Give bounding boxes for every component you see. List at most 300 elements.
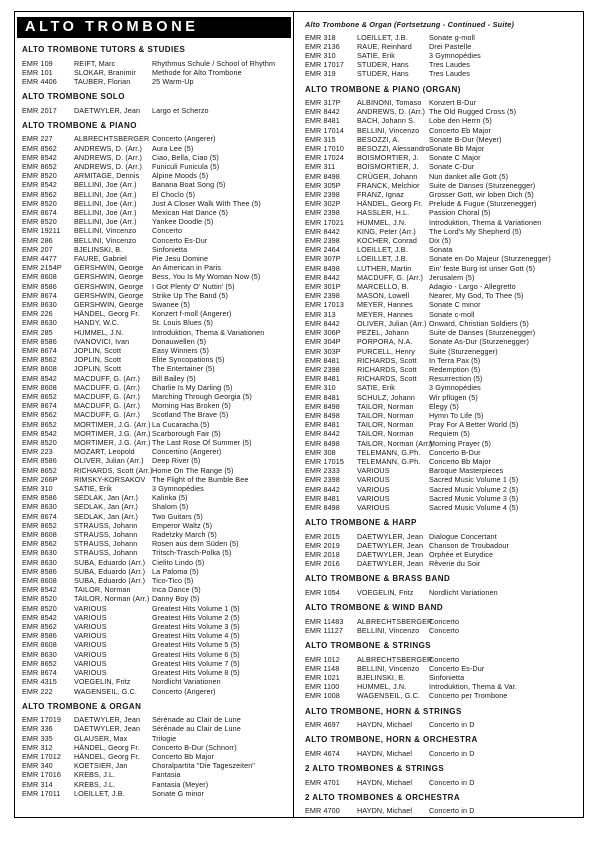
emr-number: EMR 8542 bbox=[22, 373, 57, 383]
composer-name: VARIOUS bbox=[74, 612, 107, 622]
emr-number: EMR 8520 bbox=[22, 198, 57, 208]
catalog-row bbox=[22, 613, 290, 622]
emr-number: EMR 306P bbox=[305, 328, 341, 338]
work-title: Sinfonietta bbox=[429, 672, 465, 682]
work-title: Sonate G minor bbox=[152, 788, 205, 798]
catalog-row bbox=[305, 126, 580, 135]
work-title: Concerto (Angerer) bbox=[152, 686, 216, 696]
composer-name: GERSHWIN, George bbox=[74, 281, 144, 291]
catalog-row bbox=[22, 622, 290, 631]
emr-number: EMR 8562 bbox=[22, 189, 57, 199]
composer-name: MACDUFF, G. (Arr.) bbox=[74, 382, 141, 392]
catalog-section bbox=[305, 764, 580, 787]
composer-name: MACDUFF, G. (Arr.) bbox=[74, 410, 141, 420]
composer-name: STUDER, Hans bbox=[357, 69, 409, 79]
emr-number: EMR 302P bbox=[305, 199, 341, 209]
right-column bbox=[294, 12, 583, 817]
catalog-row bbox=[305, 494, 580, 503]
emr-number: EMR 8608 bbox=[22, 640, 57, 650]
work-title: Grosser Gott, wir loben Dich (5) bbox=[429, 190, 534, 200]
section-title: 2 ALTO TROMBONES & ORCHESTRA bbox=[305, 792, 461, 802]
composer-name: BELLINI, Joe (Arr.) bbox=[74, 189, 137, 199]
catalog-row bbox=[305, 420, 580, 429]
work-title: Nun danket alle Gott (5) bbox=[429, 171, 509, 181]
composer-name: DAETWYLER, Jean bbox=[74, 715, 141, 725]
emr-number: EMR 1148 bbox=[305, 663, 340, 673]
work-title: El Choclo (5) bbox=[152, 189, 196, 199]
composer-name: DAETWYLER, Jean bbox=[74, 724, 141, 734]
composer-name: BELLINI, Vincenzo bbox=[74, 226, 137, 236]
emr-number: EMR 2333 bbox=[305, 466, 340, 476]
catalog-row bbox=[305, 691, 580, 700]
work-title: Greatest Hits Volume 6 (5) bbox=[152, 649, 240, 659]
emr-number: EMR 2398 bbox=[305, 475, 340, 485]
composer-name: GERSHWIN, George bbox=[74, 290, 144, 300]
catalog-row bbox=[305, 227, 580, 236]
catalog-row bbox=[22, 512, 290, 521]
emr-number: EMR 8542 bbox=[22, 585, 57, 595]
work-title: Bess, You Is My Woman Now (5) bbox=[152, 272, 261, 282]
work-title: I Got Plenty O' Nuttin' (5) bbox=[152, 281, 235, 291]
composer-name: VARIOUS bbox=[74, 640, 107, 650]
catalog-row bbox=[305, 411, 580, 420]
catalog-row bbox=[22, 328, 290, 337]
composer-name: DAETWYLER, Jean bbox=[74, 105, 141, 115]
emr-number: EMR 1012 bbox=[305, 654, 340, 664]
catalog-row bbox=[22, 236, 290, 245]
composer-name: SLOKAR, Branimir bbox=[74, 67, 136, 77]
emr-number: EMR 8481 bbox=[305, 392, 340, 402]
work-title: Aura Lee (5) bbox=[152, 143, 194, 153]
emr-number: EMR 109 bbox=[22, 58, 53, 68]
catalog-section bbox=[305, 85, 580, 513]
catalog-row bbox=[305, 245, 580, 254]
work-title: La Paloma (5) bbox=[152, 566, 199, 576]
composer-name: LOEILLET, J.B. bbox=[357, 254, 408, 264]
emr-number: EMR 17010 bbox=[305, 144, 345, 154]
work-title: Concerto Es-Dur bbox=[429, 663, 485, 673]
work-title: The Last Rose Of Summer (5) bbox=[152, 438, 252, 448]
emr-number: EMR 8630 bbox=[22, 318, 57, 328]
section-title: ALTO TROMBONE & PIANO bbox=[22, 120, 137, 130]
emr-number: EMR 2398 bbox=[305, 236, 340, 246]
catalog-row bbox=[305, 749, 580, 758]
catalog-section bbox=[22, 45, 290, 86]
work-title: Cielito Lindo (5) bbox=[152, 557, 205, 567]
catalog-row bbox=[305, 720, 580, 729]
work-title: Sonate As-Dur (Sturzenegger) bbox=[429, 337, 530, 347]
composer-name: ANDREWS, D. (Arr.) bbox=[74, 143, 143, 153]
emr-number: EMR 8586 bbox=[22, 631, 57, 641]
catalog-row bbox=[305, 116, 580, 125]
catalog-row bbox=[22, 134, 290, 143]
emr-number: EMR 1054 bbox=[305, 587, 340, 597]
emr-number: EMR 227 bbox=[22, 134, 53, 144]
emr-number: EMR 8586 bbox=[22, 566, 57, 576]
composer-name: BOISMORTIER, J. bbox=[357, 153, 419, 163]
catalog-row bbox=[305, 655, 580, 664]
emr-number: EMR 11483 bbox=[305, 616, 344, 626]
emr-number: EMR 304P bbox=[305, 337, 341, 347]
catalog-row bbox=[22, 640, 290, 649]
work-title: Rhythmus Schule / School of Rhythm bbox=[152, 58, 276, 68]
emr-number: EMR 8608 bbox=[22, 576, 57, 586]
composer-name: VARIOUS bbox=[357, 466, 390, 476]
composer-name: BELLINI, Vincenzo bbox=[357, 625, 420, 635]
work-title: Elegy (5) bbox=[429, 401, 459, 411]
catalog-section bbox=[22, 92, 290, 115]
work-title: Fantasia bbox=[152, 770, 181, 780]
composer-name: OLIVER, Julian (Arr.) bbox=[357, 318, 427, 328]
catalog-row bbox=[22, 558, 290, 567]
section-title: ALTO TROMBONE & WIND BAND bbox=[305, 603, 444, 613]
work-title: 3 Gymnopédies bbox=[152, 484, 204, 494]
composer-name: KOCHER, Conrad bbox=[357, 236, 417, 246]
emr-number: EMR 8630 bbox=[22, 502, 57, 512]
catalog-row bbox=[305, 503, 580, 512]
catalog-row bbox=[22, 346, 290, 355]
catalog-row bbox=[305, 559, 580, 568]
catalog-row bbox=[305, 264, 580, 273]
work-title: Sacred Music Volume 2 (5) bbox=[429, 484, 519, 494]
catalog-row bbox=[22, 355, 290, 364]
composer-name: HUMMEL, J.N. bbox=[357, 217, 407, 227]
work-title: Choralpartita "Die Tageszeiten" bbox=[152, 761, 255, 771]
section-title: ALTO TROMBONE, HORN & ORCHESTRA bbox=[305, 735, 478, 745]
composer-name: VARIOUS bbox=[357, 502, 390, 512]
composer-name: BJELINSKI, B. bbox=[74, 244, 123, 254]
emr-number: EMR 2015 bbox=[305, 531, 340, 541]
composer-name: RICHARDS, Scott bbox=[357, 374, 417, 384]
catalog-row bbox=[22, 162, 290, 171]
work-title: Concerto bbox=[152, 226, 183, 236]
catalog-row bbox=[305, 673, 580, 682]
catalog-row bbox=[22, 144, 290, 153]
catalog-row bbox=[305, 402, 580, 411]
composer-name: BESOZZI, A. bbox=[357, 134, 400, 144]
work-title: Ciao, Bella, Ciao (5) bbox=[152, 152, 219, 162]
catalog-row bbox=[22, 493, 290, 502]
catalog-section bbox=[305, 793, 580, 816]
work-title: Concerto bbox=[429, 625, 460, 635]
work-title: Requiem (5) bbox=[429, 429, 470, 439]
composer-name: BELLINI, Vincenzo bbox=[357, 663, 420, 673]
emr-number: EMR 17013 bbox=[305, 300, 345, 310]
catalog-row bbox=[305, 485, 580, 494]
work-title: Concerto bbox=[429, 654, 460, 664]
catalog-row bbox=[22, 687, 290, 696]
catalog-row bbox=[305, 457, 580, 466]
emr-number: EMR 17019 bbox=[22, 715, 62, 725]
emr-number: EMR 8652 bbox=[22, 419, 57, 429]
emr-number: EMR 301P bbox=[305, 282, 341, 292]
emr-number: EMR 8630 bbox=[22, 299, 57, 309]
composer-name: MACDUFF, G. (Arr.) bbox=[74, 373, 141, 383]
composer-name: MORTIMER, J.G. (Arr.) bbox=[74, 419, 151, 429]
composer-name: BELLINI, Joe (Arr.) bbox=[74, 198, 137, 208]
composer-name: BELLINI, Vincenzo bbox=[74, 235, 137, 245]
catalog-row bbox=[22, 447, 290, 456]
emr-number: EMR 223 bbox=[22, 447, 53, 457]
work-title: Introduktion, Thema & Variationen bbox=[429, 217, 542, 227]
composer-name: PURCELL, Henry bbox=[357, 346, 416, 356]
emr-number: EMR 8542 bbox=[22, 428, 57, 438]
composer-name: TAILOR, Norman (Arr.) bbox=[357, 438, 433, 448]
composer-name: VARIOUS bbox=[74, 668, 107, 678]
composer-name: HANDY, W.C. bbox=[74, 318, 120, 328]
emr-number: EMR 286 bbox=[22, 235, 53, 245]
catalog-row bbox=[305, 310, 580, 319]
composer-name: SATIE, Erik bbox=[74, 484, 112, 494]
emr-number: EMR 8562 bbox=[22, 143, 57, 153]
composer-name: TAILOR, Norman bbox=[357, 401, 414, 411]
composer-name: SUBA, Eduardo (Arr.) bbox=[74, 566, 146, 576]
work-title: Tres Laudes bbox=[429, 69, 471, 79]
emr-number: EMR 8586 bbox=[22, 281, 57, 291]
emr-number: EMR 8542 bbox=[22, 152, 57, 162]
work-title: Nearer, My God, To Thee (5) bbox=[429, 291, 524, 301]
emr-number: EMR 315 bbox=[305, 134, 336, 144]
catalog-row bbox=[22, 272, 290, 281]
composer-name: SEDLAK, Jan (Arr.) bbox=[74, 511, 139, 521]
emr-number: EMR 8481 bbox=[305, 355, 340, 365]
work-title: An American in Paris bbox=[152, 263, 222, 273]
composer-name: MACDUFF, G. (Arr.) bbox=[357, 272, 424, 282]
section-title: 2 ALTO TROMBONES & STRINGS bbox=[305, 764, 445, 773]
catalog-row bbox=[22, 401, 290, 410]
catalog-row bbox=[22, 734, 290, 743]
catalog-row bbox=[22, 521, 290, 530]
emr-number: EMR 222 bbox=[22, 686, 53, 696]
catalog-row bbox=[305, 806, 580, 815]
composer-name: VARIOUS bbox=[74, 603, 107, 613]
composer-name: SUBA, Eduardo (Arr.) bbox=[74, 557, 146, 567]
catalog-row bbox=[22, 484, 290, 493]
composer-name: ALBRECHTSBERGER bbox=[357, 654, 433, 664]
composer-name: HAYDN, Michael bbox=[357, 806, 413, 816]
catalog-section bbox=[305, 518, 580, 568]
emr-number: EMR 8542 bbox=[22, 180, 57, 190]
work-title: Mexican Hat Dance (5) bbox=[152, 207, 229, 217]
composer-name: HAYDN, Michael bbox=[357, 720, 413, 730]
section-title: ALTO TROMBONE & HARP bbox=[305, 518, 417, 528]
emr-number: EMR 101 bbox=[22, 67, 53, 77]
catalog-row bbox=[22, 715, 290, 724]
catalog-row bbox=[22, 466, 290, 475]
catalog-section bbox=[305, 707, 580, 730]
catalog-row bbox=[22, 77, 290, 86]
composer-name: RIMSKY-KORSAKOV bbox=[74, 474, 146, 484]
composer-name: VARIOUS bbox=[357, 493, 390, 503]
work-title: 3 Gymnopédies bbox=[429, 383, 481, 393]
left-sections-container bbox=[22, 45, 290, 798]
emr-number: EMR 4701 bbox=[305, 777, 340, 787]
catalog-row bbox=[305, 291, 580, 300]
work-title: La Cucaracha (5) bbox=[152, 419, 210, 429]
work-title: Rêverie du Soir bbox=[429, 559, 481, 569]
work-title: Chanson de Troubadour bbox=[429, 540, 510, 550]
catalog-row bbox=[305, 626, 580, 635]
composer-name: REIFT, Marc bbox=[74, 58, 116, 68]
work-title: St. Louis Blues (5) bbox=[152, 318, 214, 328]
emr-number: EMR 4315 bbox=[22, 677, 57, 687]
catalog-section bbox=[305, 20, 580, 79]
emr-number: EMR 319 bbox=[305, 69, 336, 79]
emr-number: EMR 8498 bbox=[305, 502, 340, 512]
composer-name: LUTHER, Martin bbox=[357, 263, 412, 273]
work-title: Kalinka (5) bbox=[152, 493, 188, 503]
emr-number: EMR 336 bbox=[22, 724, 53, 734]
composer-name: SATIE, Erik bbox=[357, 383, 395, 393]
work-title: Swanee (5) bbox=[152, 299, 190, 309]
catalog-row bbox=[305, 300, 580, 309]
catalog-row bbox=[305, 208, 580, 217]
composer-name: TAILOR, Norman bbox=[74, 585, 131, 595]
composer-name: KOETSIER, Jan bbox=[74, 761, 128, 771]
catalog-row bbox=[305, 588, 580, 597]
work-title: Largo et Scherzo bbox=[152, 105, 209, 115]
composer-name: KREBS, J.L. bbox=[74, 779, 116, 789]
emr-number: EMR 8542 bbox=[22, 612, 57, 622]
work-title: Greatest Hits Volume 3 (5) bbox=[152, 622, 240, 632]
work-title: Tres Laudes bbox=[429, 60, 471, 70]
emr-number: EMR 335 bbox=[22, 733, 53, 743]
catalog-row bbox=[305, 541, 580, 550]
work-title: Konzert B-Dur bbox=[429, 98, 477, 108]
catalog-section bbox=[305, 574, 580, 597]
work-title: Tico-Tico (5) bbox=[152, 576, 194, 586]
emr-number: EMR 8630 bbox=[22, 557, 57, 567]
catalog-row bbox=[22, 567, 290, 576]
work-title: Concerto in D bbox=[429, 777, 475, 787]
composer-name: STRAUSS, Johann bbox=[74, 530, 138, 540]
composer-name: HAYDN, Michael bbox=[357, 777, 413, 787]
emr-number: EMR 226 bbox=[22, 309, 53, 319]
composer-name: MACDUFF, G. (Arr.) bbox=[74, 401, 141, 411]
emr-number: EMR 1021 bbox=[305, 672, 340, 682]
composer-name: MORTIMER, J.G. (Arr.) bbox=[74, 438, 151, 448]
work-title: Concerto in D bbox=[429, 806, 475, 816]
emr-number: EMR 4674 bbox=[305, 748, 340, 758]
section-title: ALTO TROMBONE & ORGAN bbox=[22, 701, 142, 711]
work-title: Greatest Hits Volume 8 (5) bbox=[152, 668, 240, 678]
catalog-row bbox=[305, 439, 580, 448]
emr-number: EMR 1100 bbox=[305, 682, 340, 692]
catalog-row bbox=[305, 448, 580, 457]
composer-name: TAILOR, Norman bbox=[357, 410, 414, 420]
work-title: Sérénade au Clair de Lune bbox=[152, 715, 241, 725]
composer-name: HUMMEL, J.N. bbox=[74, 327, 124, 337]
catalog-row bbox=[22, 668, 290, 677]
work-title: Danny Boy (5) bbox=[152, 594, 200, 604]
catalog-section bbox=[22, 121, 290, 696]
work-title: Pray For A Better World (5) bbox=[429, 420, 519, 430]
emr-number: EMR 8481 bbox=[305, 116, 340, 126]
composer-name: ANDREWS, D. (Arr.) bbox=[74, 152, 143, 162]
catalog-row bbox=[305, 33, 580, 42]
emr-number: EMR 17024 bbox=[305, 153, 345, 163]
catalog-row bbox=[22, 245, 290, 254]
composer-name: GERSHWIN, George bbox=[74, 263, 144, 273]
catalog-row bbox=[305, 98, 580, 107]
composer-name: BOISMORTIER, J. bbox=[357, 162, 419, 172]
catalog-row bbox=[305, 42, 580, 51]
work-title: Wir pflügen (5) bbox=[429, 392, 478, 402]
composer-name: VARIOUS bbox=[74, 649, 107, 659]
composer-name: STRAUSS, Johann bbox=[74, 539, 138, 549]
work-title: Scotland The Brave (5) bbox=[152, 410, 229, 420]
catalog-row bbox=[22, 68, 290, 77]
catalog-row bbox=[22, 291, 290, 300]
work-title: Sérénade au Clair de Lune bbox=[152, 724, 241, 734]
composer-name: LOEILLET, J.B. bbox=[357, 245, 408, 255]
composer-name: VARIOUS bbox=[74, 631, 107, 641]
catalog-row bbox=[22, 548, 290, 557]
composer-name: BACH, Johann S. bbox=[357, 116, 416, 126]
catalog-row bbox=[305, 475, 580, 484]
composer-name: TAILOR, Norman bbox=[357, 429, 414, 439]
work-title: Sonate g-moll bbox=[429, 32, 475, 42]
work-title: Shalom (5) bbox=[152, 502, 189, 512]
work-title: Morning Prayer (5) bbox=[429, 438, 492, 448]
catalog-row bbox=[22, 383, 290, 392]
catalog-row bbox=[22, 475, 290, 484]
composer-name: DAETWYLER, Jean bbox=[357, 531, 424, 541]
composer-name: WAGENSEIL, G.C. bbox=[357, 691, 421, 701]
emr-number: EMR 8562 bbox=[22, 410, 57, 420]
composer-name: RICHARDS, Scott bbox=[357, 364, 417, 374]
emr-number: EMR 307P bbox=[305, 254, 341, 264]
catalog-row bbox=[305, 532, 580, 541]
work-title: Greatest Hits Volume 5 (5) bbox=[152, 640, 240, 650]
composer-name: VOEGELIN, Fritz bbox=[74, 677, 131, 687]
catalog-row bbox=[22, 780, 290, 789]
composer-name: BELLINI, Joe (Arr.) bbox=[74, 207, 137, 217]
composer-name: DAETWYLER, Jean bbox=[357, 559, 424, 569]
catalog-row bbox=[305, 135, 580, 144]
work-title: Concerto B-Dur (Schnorr) bbox=[152, 742, 237, 752]
work-title: Sacred Music Volume 3 (5) bbox=[429, 493, 519, 503]
emr-number: EMR 317P bbox=[305, 98, 341, 108]
catalog-row bbox=[305, 199, 580, 208]
catalog-row bbox=[22, 208, 290, 217]
work-title: Ein' feste Burg ist unser Gott (5) bbox=[429, 263, 536, 273]
catalog-row bbox=[22, 576, 290, 585]
catalog-row bbox=[305, 144, 580, 153]
catalog-row bbox=[305, 664, 580, 673]
composer-name: VOEGELIN, Fritz bbox=[357, 587, 414, 597]
emr-number: EMR 2136 bbox=[305, 41, 340, 51]
work-title: Just A Closer Walk With Thee (5) bbox=[152, 198, 261, 208]
work-title: Sonate en Do Majeur (Sturzenegger) bbox=[429, 254, 551, 264]
emr-number: EMR 2018 bbox=[305, 550, 340, 560]
emr-number: EMR 2398 bbox=[305, 190, 340, 200]
catalog-row bbox=[22, 263, 290, 272]
catalog-row bbox=[305, 550, 580, 559]
work-title: Concerto Bb Major bbox=[429, 456, 491, 466]
emr-number: EMR 8442 bbox=[305, 484, 340, 494]
catalog-row bbox=[22, 438, 290, 447]
catalog-row bbox=[305, 365, 580, 374]
work-title: Sacred Music Volume 1 (5) bbox=[429, 475, 519, 485]
emr-number: EMR 266P bbox=[22, 474, 58, 484]
work-title: Onward, Christian Soldiers (5) bbox=[429, 318, 529, 328]
catalog-row bbox=[305, 60, 580, 69]
catalog-row bbox=[22, 456, 290, 465]
catalog-row bbox=[305, 273, 580, 282]
emr-number: EMR 17021 bbox=[305, 217, 345, 227]
composer-name: TELEMANN, G.Ph. bbox=[357, 447, 421, 457]
